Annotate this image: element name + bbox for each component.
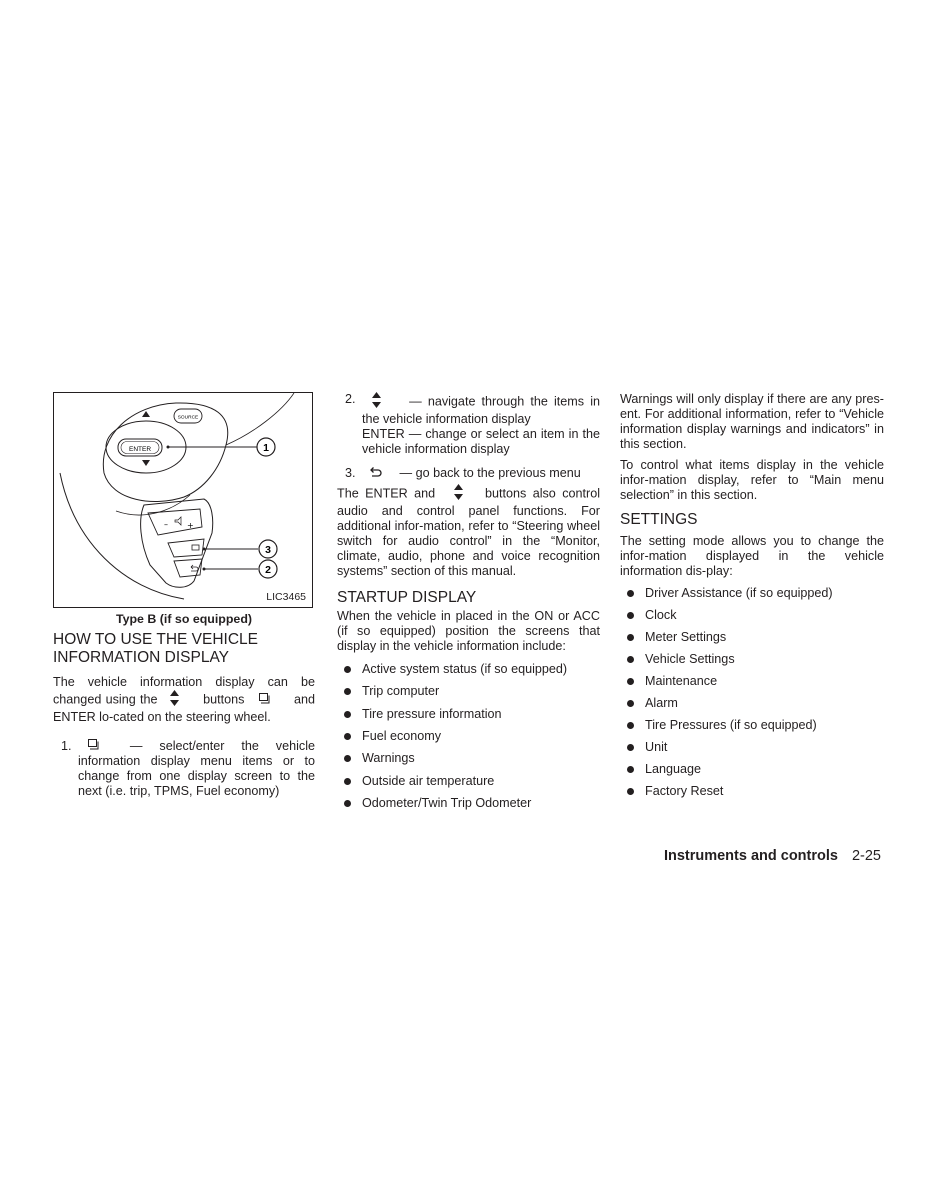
back-arrow-icon (368, 466, 382, 481)
figure-caption: Type B (if so equipped) (115, 612, 253, 626)
list-item-text: Alarm (645, 696, 678, 710)
bullet-icon (344, 733, 351, 740)
footer-section-title: Instruments and controls (663, 848, 838, 864)
callout-1: 1 (263, 442, 269, 454)
list-item (620, 652, 884, 674)
list-item (337, 796, 600, 818)
bullet-icon (627, 766, 634, 773)
right-column (620, 392, 884, 806)
section-heading-how-to-use (53, 631, 315, 667)
bullet-icon (627, 590, 634, 597)
enter-description: ENTER — change or select an item in the vehicle information display (362, 427, 600, 456)
page-footer (664, 847, 881, 865)
list-item (620, 630, 884, 652)
page-number: 2-25 (851, 848, 881, 864)
para-text-2: buttons also control audio and control panel functions. For additional infor-mation, refer to “Steering wheel switch for audio control” in the “Monitor, climate, audio, phone and voice recognition systems” section of this manual. (337, 486, 601, 579)
warnings-paragraph: Warnings will only display if there are any pres-ent. For additional information, refer to “Vehicle information display warnings and indicators” in this section. (620, 392, 884, 451)
list-item (620, 696, 884, 718)
callout-3: 3 (265, 544, 271, 556)
figure-id: LIC3465 (266, 591, 306, 603)
up-down-arrow-icon (454, 484, 463, 504)
svg-text:–: – (164, 520, 168, 529)
list-item-text: Odometer/Twin Trip Odometer (362, 795, 532, 810)
list-item-text: Meter Settings (645, 630, 727, 644)
enter-button-label: ENTER (128, 446, 152, 453)
up-down-arrow-icon (372, 392, 381, 412)
bullet-icon (344, 755, 351, 762)
display-select-icon (88, 739, 99, 754)
intro-paragraph (53, 675, 315, 725)
list-item-text: Fuel economy (362, 729, 442, 744)
bullet-icon (627, 678, 634, 685)
startup-list (337, 662, 600, 818)
list-item-text: Tire pressure information (362, 706, 502, 721)
settings-heading: SETTINGS (620, 511, 698, 528)
settings-list (620, 586, 884, 806)
bullet-icon (344, 666, 351, 673)
intro-text-3: and ENTER lo-cated on the steering wheel. (53, 692, 316, 724)
settings-paragraph: The setting mode allows you to change the infor-mation displayed in the vehicle information dis-play: (620, 534, 884, 578)
bullet-icon (627, 700, 634, 707)
list-item-2 (337, 392, 600, 457)
up-down-arrow-icon (170, 690, 179, 710)
list-item-text: Vehicle Settings (645, 652, 735, 666)
list-item-text: Factory Reset (645, 784, 724, 798)
audio-control-paragraph (337, 484, 600, 579)
list-item (337, 774, 600, 796)
source-button-label: SOURCE (177, 415, 199, 421)
list-item-3 (337, 466, 600, 481)
list-item (620, 762, 884, 784)
list-item-text: Unit (645, 740, 668, 754)
bullet-icon (627, 612, 634, 619)
list-item (337, 751, 600, 773)
list-item-text: Active system status (if so equipped) (362, 662, 568, 677)
list-item-text: Outside air temperature (362, 773, 495, 788)
heading-line-1: HOW TO USE THE VEHICLE (53, 631, 258, 648)
bullet-icon (627, 634, 634, 641)
list-item-text: Maintenance (645, 674, 718, 688)
bullet-icon (344, 688, 351, 695)
list-item (337, 729, 600, 751)
list-item (620, 784, 884, 806)
display-select-icon (259, 693, 270, 708)
item-text: — select/enter the vehicle information display menu items or to change from one display screen to the next (i.e. trip, TPMS, Fuel economy) (78, 739, 316, 799)
list-item (337, 684, 600, 706)
intro-text-1: The vehicle information display can be changed using the (53, 675, 315, 707)
bullet-icon (627, 744, 634, 751)
bullet-icon (344, 778, 351, 785)
bullet-icon (344, 800, 351, 807)
left-column (53, 392, 315, 799)
steering-switch-illustration (54, 393, 312, 607)
item-text: — go back to the previous menu (399, 466, 581, 480)
item-text: — navigate through the items in the vehicle information display (362, 394, 600, 426)
list-item-text: Driver Assistance (if so equipped) (645, 586, 833, 600)
list-item (620, 740, 884, 762)
list-item (620, 718, 884, 740)
item-number: 2. (345, 392, 356, 406)
para-text-1: The ENTER and (337, 486, 436, 501)
list-item-text: Clock (645, 608, 677, 622)
list-item (620, 674, 884, 696)
control-items-paragraph: To control what items display in the vehicle infor-mation display, refer to “Main menu selection” in this section. (620, 458, 884, 502)
intro-text-2: buttons (203, 692, 245, 707)
list-item (620, 586, 884, 608)
item-number: 1. (61, 739, 72, 753)
startup-display-heading: STARTUP DISPLAY (337, 589, 477, 607)
callout-2: 2 (265, 564, 271, 576)
bullet-icon (627, 656, 634, 663)
svg-text:+: + (187, 521, 194, 530)
bullet-icon (344, 711, 351, 718)
list-item (337, 662, 600, 684)
middle-column (337, 392, 600, 818)
list-item-text: Warnings (362, 751, 415, 766)
list-item-text: Tire Pressures (if so equipped) (645, 718, 817, 732)
bullet-icon (627, 788, 634, 795)
list-item-text: Trip computer (362, 684, 440, 699)
steering-switch-figure (53, 392, 313, 608)
list-item-text: Language (645, 762, 702, 776)
startup-paragraph: When the vehicle in placed in the ON or ACC (if so equipped) position the screens that display in the vehicle information include: (337, 609, 600, 654)
item-number: 3. (345, 466, 356, 480)
list-item (620, 608, 884, 630)
bullet-icon (627, 722, 634, 729)
list-item-1 (53, 739, 315, 799)
list-item (337, 707, 600, 729)
heading-line-2: INFORMATION DISPLAY (53, 649, 229, 666)
